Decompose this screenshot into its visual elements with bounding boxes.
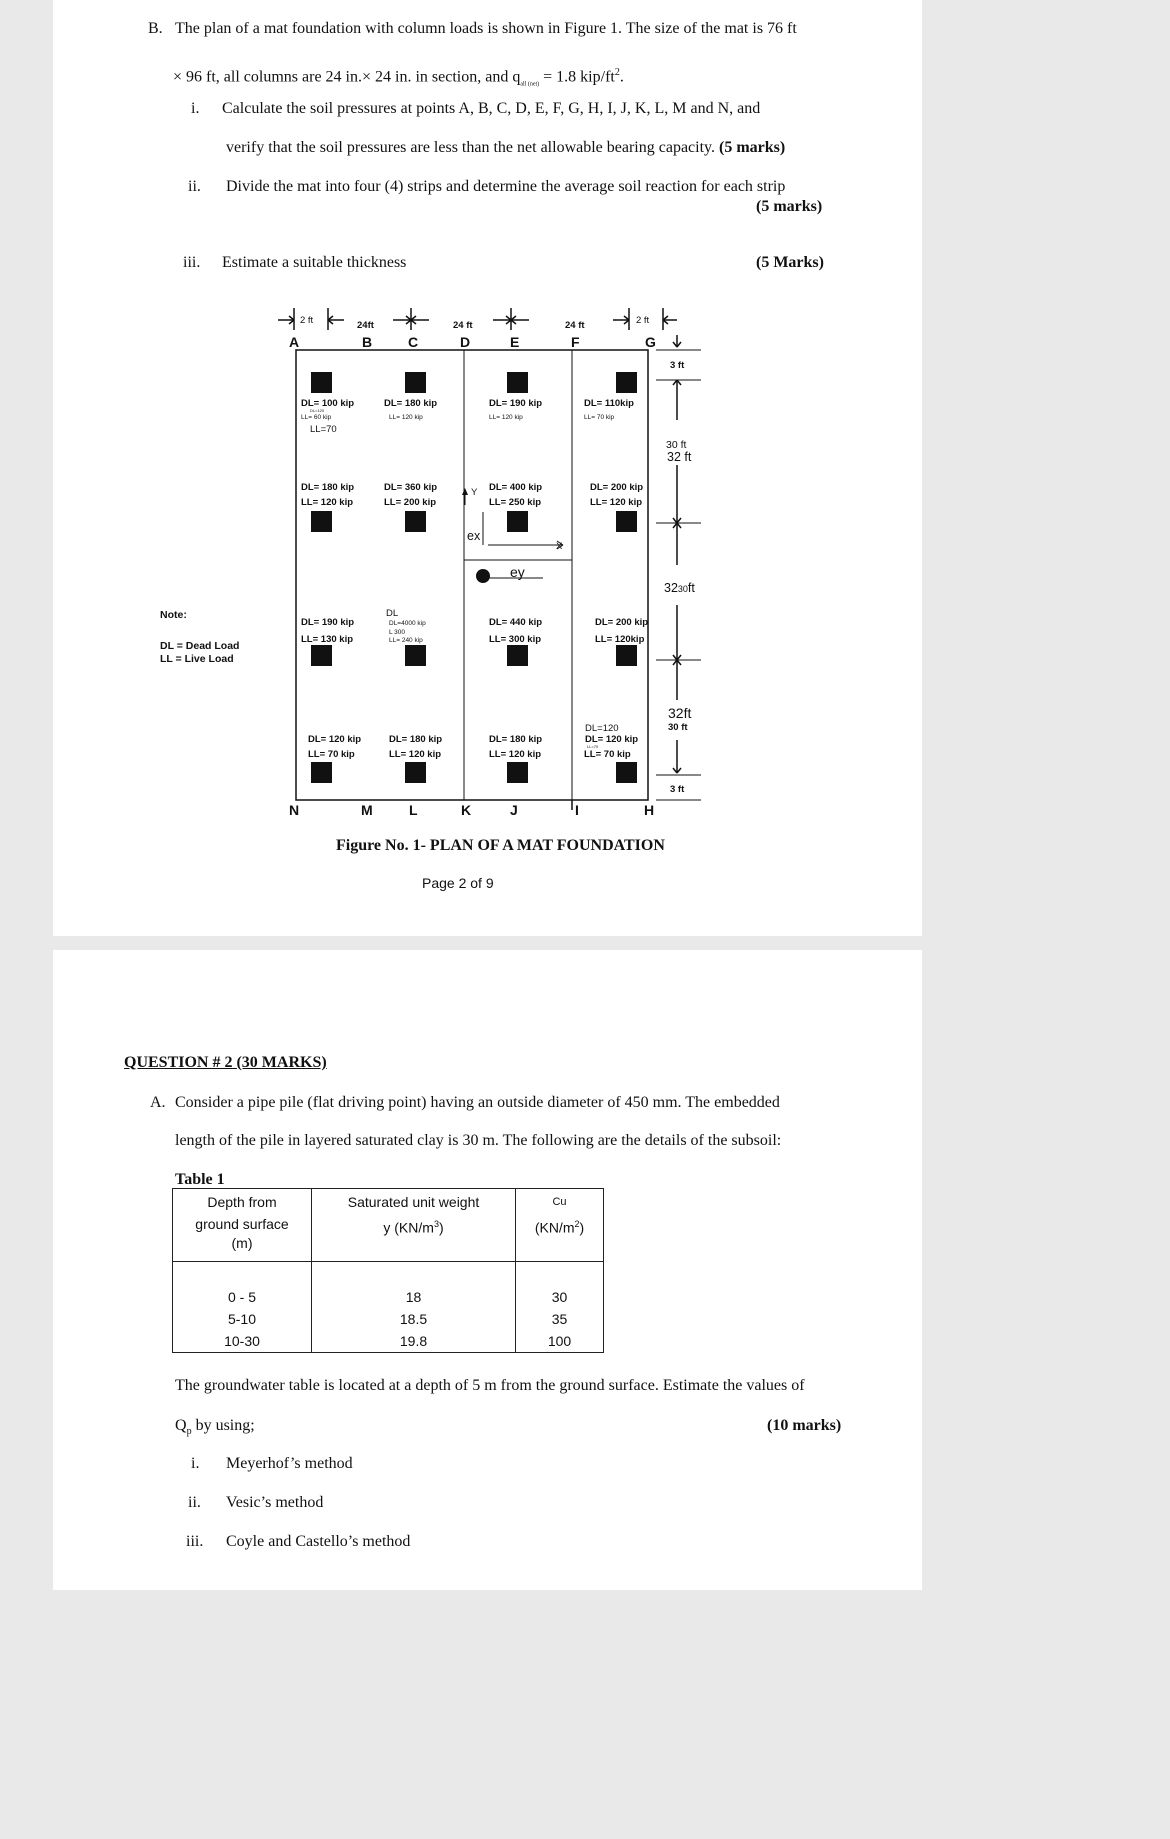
r1c2-ll: LL= 120 kip <box>389 414 423 421</box>
r4c2-dl: DL= 180 kip <box>389 734 443 745</box>
column-r1c1 <box>311 372 332 393</box>
ex-label: ex <box>467 529 481 543</box>
point-h: H <box>644 802 655 818</box>
r3c2-mid: L 300 <box>389 629 406 636</box>
dim-24ft-3: 24 ft <box>565 320 585 331</box>
r4c3-ll: LL= 120 kip <box>489 749 542 760</box>
dim-24ft-1: 24ft <box>357 320 374 331</box>
groundwater-line1: The groundwater table is located at a depth of 5 m from the ground surface. Estimate the values of <box>175 1377 805 1394</box>
r2c3-dl: DL= 400 kip <box>489 482 543 493</box>
column-r4c2 <box>405 762 426 783</box>
r4c4-dl: DL= 120 kip <box>585 734 639 745</box>
column-r1c4 <box>616 372 637 393</box>
column-r4c1 <box>311 762 332 783</box>
column-r3c2 <box>405 645 426 666</box>
question-b-line2: × 96 ft, all columns are 24 in.× 24 in. in section, and $q_{all (net)} = 1.8$ kip/$ft^2$. <box>173 67 624 88</box>
dim-32-30ft: 3230ft <box>664 581 695 595</box>
cu-value: 30 <box>551 1289 568 1305</box>
dim-32ft-lower: 32ft <box>668 705 692 721</box>
r2c4-dl: DL= 200 kip <box>590 482 644 493</box>
ey-label: ey <box>510 564 525 580</box>
mat-foundation-figure <box>53 0 922 936</box>
load-resultant-dot <box>476 569 490 583</box>
r3c3-dl: DL= 440 kip <box>489 617 543 628</box>
r4c2-ll: LL= 120 kip <box>389 749 442 760</box>
r1c1-ll: LL= 60 kip <box>301 414 332 421</box>
column-r3c4 <box>616 645 637 666</box>
table-body-row <box>173 1262 604 1353</box>
item-ii-marks: (5 marks) <box>756 198 823 215</box>
column-r4c3 <box>507 762 528 783</box>
method-ii-number: ii. <box>188 1494 201 1511</box>
r3c4-dl: DL= 200 kip <box>595 617 649 628</box>
question-2a-line2: length of the pile in layered saturated clay is 30 m. The following are the details of the subsoil: <box>175 1132 782 1149</box>
point-k: K <box>461 802 472 818</box>
r4c4-pre: DL=120 <box>585 723 619 734</box>
r3c2-dl: DL=4000 kip <box>389 620 426 627</box>
r3c3-ll: LL= 300 kip <box>489 634 542 645</box>
item-iii-marks: (5 Marks) <box>756 254 824 271</box>
note-title: Note: <box>160 609 187 621</box>
groundwater-marks: (10 marks) <box>767 1417 842 1434</box>
r1c4-dl: DL= 110kip <box>584 398 634 409</box>
r2c1-dl: DL= 180 kip <box>301 482 355 493</box>
r2c2-ll: LL= 200 kip <box>384 497 437 508</box>
unit-weight-cell <box>312 1262 516 1353</box>
point-j: J <box>510 802 518 818</box>
r4c4-tiny: LL=70 <box>587 744 599 749</box>
column-r4c4 <box>616 762 637 783</box>
point-l: L <box>409 802 418 818</box>
r2c3-ll: LL= 250 kip <box>489 497 542 508</box>
r1c4-ll: LL= 70 kip <box>584 414 615 421</box>
axis-x-label: X <box>556 541 563 552</box>
dim-2ft-left: 2 ft <box>300 315 314 326</box>
r3c1-ll: LL= 130 kip <box>301 634 354 645</box>
column-r2c1 <box>311 511 332 532</box>
item-ii-line1: Divide the mat into four (4) strips and determine the average soil reaction for each strip <box>226 178 786 195</box>
r4c3-dl: DL= 180 kip <box>489 734 543 745</box>
dim-30ft: 30 ft <box>666 439 687 451</box>
subsoil-table <box>172 1188 604 1353</box>
cu-value: 35 <box>551 1311 568 1327</box>
page-2-sheet <box>53 0 922 936</box>
column-r1c2 <box>405 372 426 393</box>
table-title: Table 1 <box>175 1171 225 1188</box>
question-b-label: B. <box>148 20 163 37</box>
column-r2c4 <box>616 511 637 532</box>
r1c2-dl: DL= 180 kip <box>384 398 438 409</box>
dim-2ft-right: 2 ft <box>636 315 650 326</box>
r4c1-dl: DL= 120 kip <box>308 734 362 745</box>
point-d: D <box>460 334 471 350</box>
dim-3ft-bottom: 3 ft <box>670 784 685 795</box>
item-ii-number: ii. <box>188 178 201 195</box>
header-unit-weight: Saturated unit weight y $(KN/m^3)$ <box>312 1189 516 1262</box>
header-depth: Depth from ground surface (m) <box>173 1189 312 1262</box>
r4c4-ll: LL= 70 kip <box>584 749 631 760</box>
point-b: B <box>362 334 373 350</box>
item-iii-line1: Estimate a suitable thickness <box>222 254 407 271</box>
r1c3-ll: LL= 120 kip <box>489 414 523 421</box>
point-i: I <box>575 802 579 818</box>
r1c3-dl: DL= 190 kip <box>489 398 543 409</box>
r3c2-ll: LL= 240 kip <box>389 637 423 644</box>
point-f: F <box>571 334 580 350</box>
item-i-line1: Calculate the soil pressures at points A, B, C, D, E, F, G, H, I, J, K, L, M and N, and <box>222 100 761 117</box>
item-i-line2: verify that the soil pressures are less than the net allowable bearing capacity. (5 marks) <box>226 139 786 156</box>
r3c2-pre: DL <box>386 608 399 619</box>
point-e: E <box>510 334 520 350</box>
method-iii-text: Coyle and Castello’s method <box>226 1533 411 1550</box>
r3c4-ll: LL= 120kip <box>595 634 645 645</box>
question-2-title: QUESTION # 2 (30 MARKS) <box>124 1054 327 1071</box>
unit-weight-value: 18.5 <box>399 1311 428 1327</box>
item-iii-number: iii. <box>183 254 201 271</box>
unit-weight-value: 18 <box>405 1289 422 1305</box>
point-c: C <box>408 334 419 350</box>
column-r1c3 <box>507 372 528 393</box>
question-b-line1: The plan of a mat foundation with column loads is shown in Figure 1. The size of the mat is 76 ft <box>175 20 797 37</box>
point-n: N <box>289 802 300 818</box>
depth-value: 0 - 5 <box>227 1289 256 1305</box>
header-cu: Cu $(KN/m^2)$ <box>516 1189 604 1262</box>
method-iii-number: iii. <box>186 1533 204 1550</box>
note-dead-load: DL = Dead Load <box>160 640 240 652</box>
column-r2c2 <box>405 511 426 532</box>
method-i-number: i. <box>191 1455 200 1472</box>
unit-weight-value: 19.8 <box>399 1333 428 1349</box>
r1c1-extra: LL=70 <box>310 424 337 435</box>
page-number: Page 2 of 9 <box>422 875 494 891</box>
point-m: M <box>361 802 373 818</box>
question-2a-line1: Consider a pipe pile (flat driving point) having an outside diameter of 450 mm. The embedded <box>175 1094 780 1111</box>
axis-y-label: Y <box>471 487 478 498</box>
column-r3c1 <box>311 645 332 666</box>
dim-3ft-top: 3 ft <box>670 360 685 371</box>
note-live-load: LL = Live Load <box>160 653 234 665</box>
r2c2-dl: DL= 360 kip <box>384 482 438 493</box>
table-header-row <box>173 1189 604 1262</box>
figure-linework <box>53 0 922 936</box>
r2c4-ll: LL= 120 kip <box>590 497 643 508</box>
item-i-number: i. <box>191 100 200 117</box>
question-2a-label: A. <box>150 1094 166 1111</box>
r1c1-tiny: DL=120 <box>310 408 325 413</box>
cu-value: 100 <box>547 1333 572 1349</box>
method-ii-text: Vesic’s method <box>226 1494 324 1511</box>
r4c1-ll: LL= 70 kip <box>308 749 355 760</box>
page-3-sheet <box>53 950 922 1590</box>
r3c1-dl: DL= 190 kip <box>301 617 355 628</box>
point-a: A <box>289 334 300 350</box>
cu-cell <box>516 1262 604 1353</box>
dim-30ft-lower: 30 ft <box>668 722 688 733</box>
depth-value: 5-10 <box>227 1311 257 1327</box>
groundwater-line2: $Q_p$ by using; <box>175 1417 255 1438</box>
dim-24ft-2: 24 ft <box>453 320 473 331</box>
point-g: G <box>645 334 656 350</box>
method-i-text: Meyerhof’s method <box>226 1455 353 1472</box>
depth-cell <box>173 1262 312 1353</box>
r1c1-dl: DL= 100 kip <box>301 398 355 409</box>
dim-32ft: 32 ft <box>667 450 692 464</box>
figure-caption: Figure No. 1- PLAN OF A MAT FOUNDATION <box>336 837 665 854</box>
r2c1-ll: LL= 120 kip <box>301 497 354 508</box>
depth-value: 10-30 <box>224 1333 260 1349</box>
column-r3c3 <box>507 645 528 666</box>
column-r2c3 <box>507 511 528 532</box>
